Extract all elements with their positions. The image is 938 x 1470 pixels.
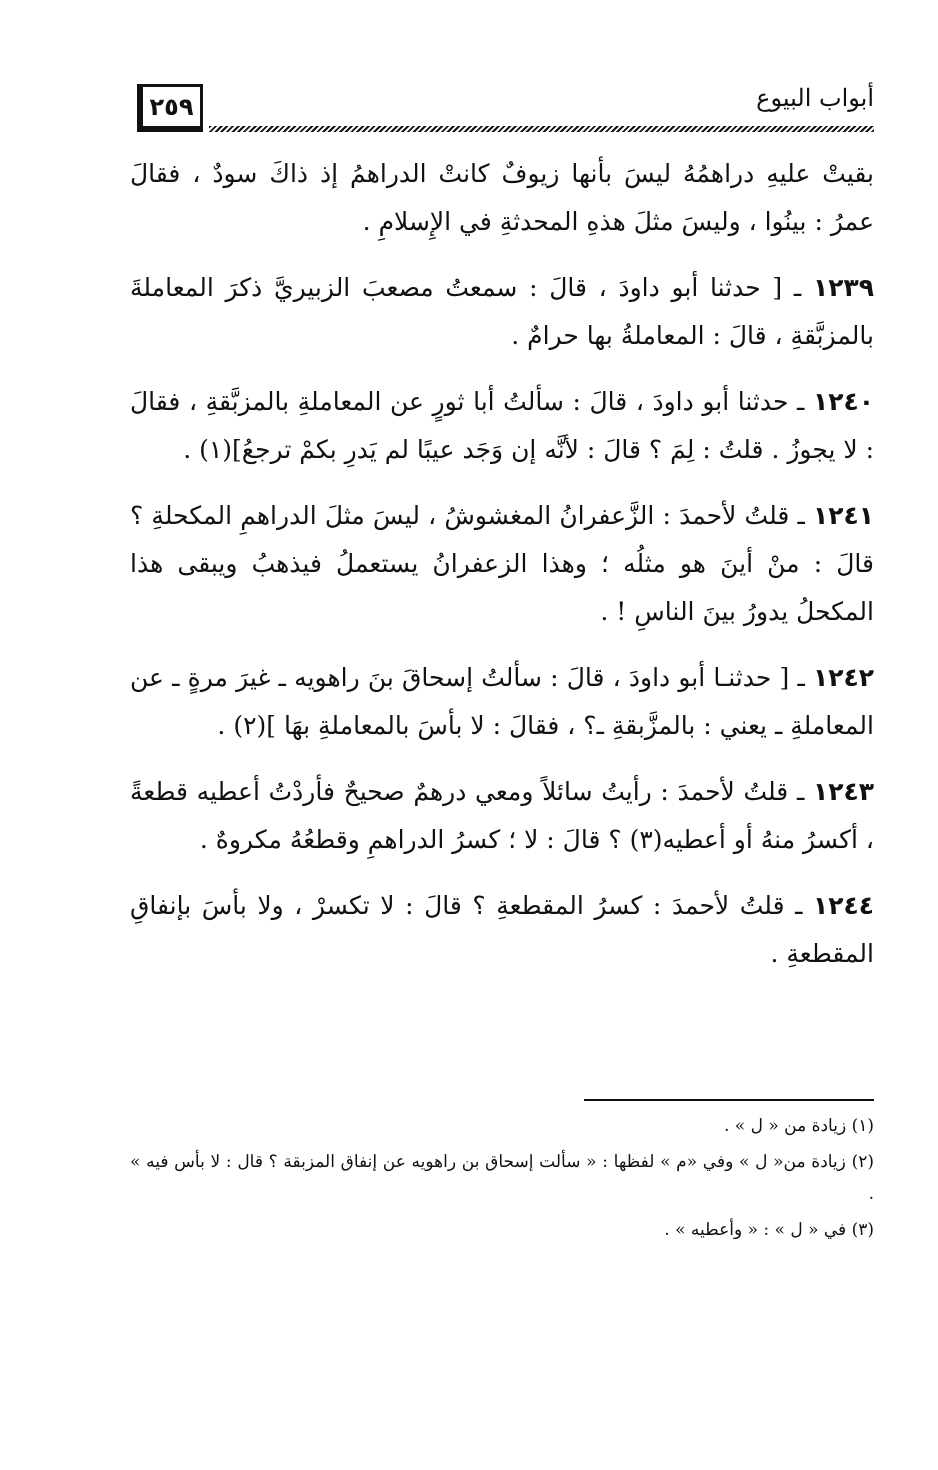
- page-number: ٢٥٩: [149, 92, 194, 121]
- paragraph-number: ١٢٤٠: [812, 387, 874, 416]
- footnote-2: (٢) زيادة من« ل » وفي «م » لفظها : « سألت إسحاق بن راهويه عن إنفاق المزبقة ؟ قال : لا بأس فيه » .: [130, 1152, 874, 1204]
- paragraph-continuation: بقيتْ عليهِ دراهمُهُ ليسَ بأنها زيوفٌ كانتْ الدراهمُ إذ ذاكَ سودٌ ، فقالَ عمرُ : بينُوا ، وليسَ مثلَ هذهِ المحدثةِ في الإِسلامِ .: [130, 159, 874, 236]
- main-text: [130, 150, 874, 996]
- footnote-rule: [584, 1099, 874, 1101]
- footnotes: [130, 1110, 874, 1250]
- page-number-box: [137, 84, 203, 132]
- header-rule: [209, 126, 874, 132]
- paragraph-number: ١٢٤٢: [812, 663, 874, 692]
- paragraph-1241: ١٢٤١ ـ قلتُ لأحمدَ : الزَّعفرانُ المغشوشُ ، ليسَ مثلَ الدراهمِ المكحلةِ ؟ قالَ : منْ أينَ هو مثلُه ؛ وهذا الزعفرانُ يستعملُ فيذهبُ ويبقى هذا المكحلُ يدورُ بينَ الناسِ ! .: [130, 501, 874, 626]
- paragraph-number: ١٢٤١: [812, 501, 874, 530]
- paragraph-1244: ١٢٤٤ ـ قلتُ لأحمدَ : كسرُ المقطعةِ ؟ قالَ : لا تكسرْ ، ولا بأسَ بإنفاقِ المقطعةِ .: [130, 891, 874, 968]
- paragraph-1240: ١٢٤٠ ـ حدثنا أبو داودَ ، قالَ : سألتُ أبا ثورٍ عن المعاملةِ بالمزبَّقةِ ، فقالَ : لا يجوزُ . قلتُ : لِمَ ؟ قالَ : لأنَّه إن وَجَد عيبًا لم يَدرِ بكمْ ترجعُ](١) .: [130, 387, 874, 464]
- running-title: أبواب البيوع: [756, 84, 874, 112]
- footnote-1: (١) زيادة من « ل » .: [723, 1116, 874, 1136]
- paragraph-1242: ١٢٤٢ ـ [ حدثنـا أبو داودَ ، قالَ : سألتُ إسحاقَ بنَ راهويه ـ غيرَ مرةٍ ـ عن المعاملةِ ـ يعني : بالمزَّبقةِ ـ؟ ، فقالَ : لا بأسَ بالمعاملةِ بهَا ](٢) .: [130, 663, 874, 740]
- paragraph-1243: ١٢٤٣ ـ قلتُ لأحمدَ : رأيتُ سائلاً ومعي درهمٌ صحيحٌ فأردْتُ أعطيه قطعةً ، أكسرُ منهُ أو أعطيه(٣) ؟ قالَ : لا ؛ كسرُ الدراهمِ وقطعُهُ مكروهٌ .: [130, 777, 874, 854]
- paragraph-number: ١٢٤٤: [812, 891, 874, 920]
- paragraph-number: ١٢٤٣: [812, 777, 874, 806]
- paragraph-1239: ١٢٣٩ ـ [ حدثنا أبو داودَ ، قالَ : سمعتُ مصعبَ الزبيريَّ ذكرَ المعاملةَ بالمزبَّقةِ ، قالَ : المعاملةُ بها حرامٌ .: [130, 273, 874, 350]
- footnote-3: (٣) في « ل » : « وأعطيه » .: [664, 1220, 874, 1240]
- paragraph-number: ١٢٣٩: [812, 273, 874, 302]
